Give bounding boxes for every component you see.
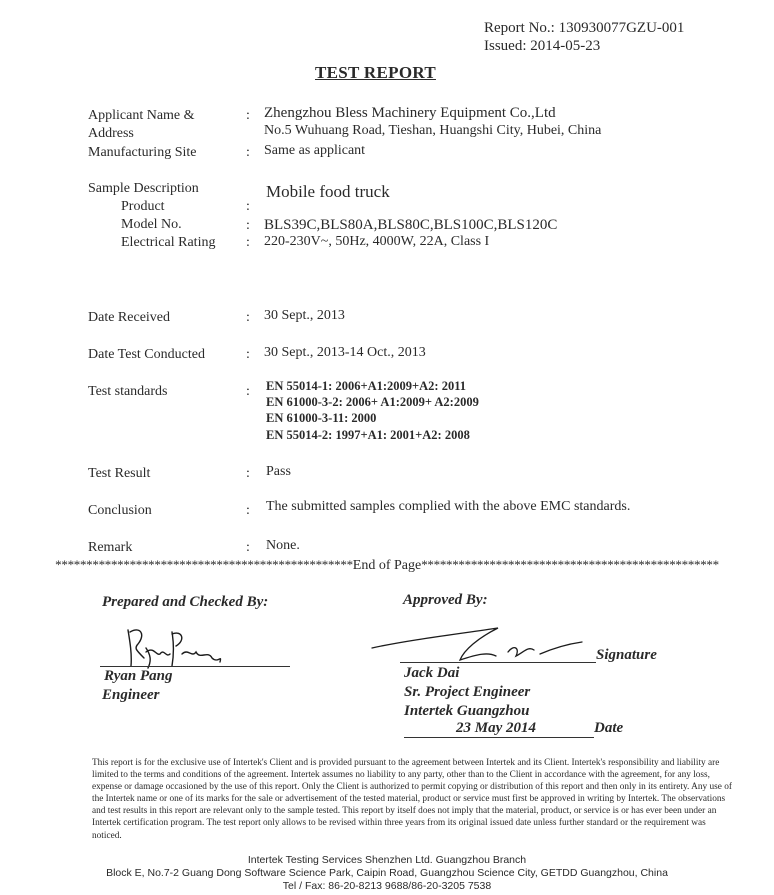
test-result: Pass [266, 464, 291, 479]
approved-org: Intertek Guangzhou [404, 703, 530, 719]
remark: None. [266, 538, 300, 553]
model-label: Model No. [121, 217, 182, 232]
colon: : [246, 199, 250, 214]
colon: : [246, 347, 250, 362]
model-value: BLS39C,BLS80A,BLS80C,BLS100C,BLS120C [264, 217, 558, 233]
standard-item: EN 61000-3-2: 2006+ A1:2009+ A2:2009 [266, 395, 479, 409]
jack-signature-icon [368, 622, 598, 666]
approved-title: Sr. Project Engineer [404, 684, 531, 700]
product-value: Mobile food truck [266, 182, 390, 201]
manufacturing-site-label: Manufacturing Site [88, 145, 197, 160]
standard-item: EN 55014-1: 2006+A1:2009+A2: 2011 [266, 379, 466, 393]
stars-right: ************************************************ [421, 557, 719, 572]
conclusion: The submitted samples complied with the above EMC standards. [266, 499, 631, 514]
prepared-title: Engineer [102, 687, 160, 703]
remark-label: Remark [88, 540, 133, 555]
applicant-address: No.5 Wuhuang Road, Tieshan, Huangshi City, Hubei, China [264, 123, 602, 138]
date-received-label: Date Received [88, 310, 171, 325]
page-title: TEST REPORT [315, 63, 436, 82]
colon: : [246, 540, 250, 555]
standard-item: EN 55014-2: 1997+A1: 2001+A2: 2008 [266, 428, 470, 442]
date-received: 30 Sept., 2013 [264, 308, 345, 323]
product-label: Product [121, 199, 165, 214]
colon: : [246, 466, 250, 481]
approved-signature-line [400, 662, 596, 663]
colon: : [246, 384, 250, 399]
applicant-label-1: Applicant Name & [88, 108, 195, 123]
applicant-name: Zhengzhou Bless Machinery Equipment Co.,Ltd [264, 105, 556, 121]
electrical-label: Electrical Rating [121, 235, 216, 250]
conclusion-label: Conclusion [88, 503, 152, 518]
prepared-label: Prepared and Checked By: [102, 594, 269, 610]
signature-label: Signature [596, 647, 657, 663]
date-label: Date [594, 720, 624, 736]
prepared-name: Ryan Pang [104, 668, 173, 684]
approved-name: Jack Dai [404, 665, 460, 681]
colon: : [246, 218, 250, 233]
colon: : [246, 145, 250, 160]
colon: : [246, 310, 250, 325]
colon: : [246, 108, 250, 123]
prepared-signature-line [100, 666, 290, 667]
footer-contact: Tel / Fax: 86-20-8213 9688/86-20-3205 7538 [282, 880, 492, 892]
electrical-value: 220-230V~, 50Hz, 4000W, 22A, Class I [264, 234, 490, 249]
stars-left: ************************************************ [55, 557, 353, 572]
applicant-label-2: Address [88, 126, 134, 141]
footer-company: Intertek Testing Services Shenzhen Ltd. Guangzhou Branch [247, 854, 527, 866]
test-result-label: Test Result [88, 466, 151, 481]
end-of-page-text: End of Page [352, 558, 422, 573]
report-number: Report No.: 130930077GZU-001 [484, 20, 685, 36]
disclaimer-text: This report is for the exclusive use of Intertek's Client and is provided pursuant to the agreement between Intertek and its Client. Intertek's responsibility and liability are limited to the terms and conditions of the agreement. Intertek assumes no liability to any party, other than to the Client in accordance with the agreement, for any loss, expense or damage occasioned by the use of this report. Only the Client is authorized to permit copying or distribution of this report and then only in its entirety. Any use of the Intertek name or one of its marks for the sale or advertisement of the tested material, product or service must first be approved in writing by Intertek. The observations and test results in this report are relevant only to the sample tested. This report by itself does not imply that the material, product, or service is or has ever been under an Intertek certification program. The test report only allows to be revised within three years from its original issued date unless further standard or the requirement was noticed. [92, 758, 732, 841]
standard-item: EN 61000-3-11: 2000 [266, 411, 377, 425]
date-test-label: Date Test Conducted [88, 347, 205, 362]
colon: : [246, 503, 250, 518]
test-standards-label: Test standards [88, 384, 168, 399]
issued-date: Issued: 2014-05-23 [484, 38, 601, 54]
colon: : [246, 235, 250, 250]
end-of-page-divider [0, 556, 774, 574]
approved-label: Approved By: [403, 592, 488, 608]
footer-address: Block E, No.7-2 Guang Dong Software Science Park, Caipin Road, Guangzhou Science City, GETDD Guangzhou, China [106, 867, 668, 879]
date-test: 30 Sept., 2013-14 Oct., 2013 [264, 345, 426, 360]
sample-description-label: Sample Description [88, 181, 199, 196]
date-line [404, 737, 594, 738]
manufacturing-site: Same as applicant [264, 143, 366, 158]
approval-date: 23 May 2014 [456, 720, 536, 736]
